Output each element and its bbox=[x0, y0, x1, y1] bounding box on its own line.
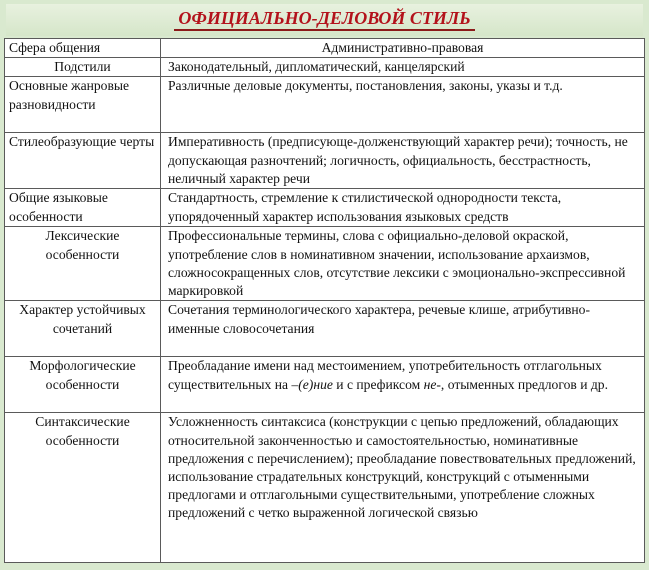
row-label: Характер устойчивых сочетаний bbox=[5, 301, 161, 357]
table-row bbox=[5, 301, 645, 357]
row-label: Подстили bbox=[5, 58, 161, 77]
table-row bbox=[5, 133, 645, 189]
table-row bbox=[5, 413, 645, 563]
morph-text-after: , отыменных предлогов и др. bbox=[440, 376, 608, 392]
style-table bbox=[4, 38, 645, 563]
morph-text-middle: и с префиксом bbox=[332, 376, 424, 392]
table-row bbox=[5, 77, 645, 133]
row-value: Законодательный, дипломатический, канцелярский bbox=[161, 58, 645, 77]
table-row bbox=[5, 227, 645, 301]
table-row bbox=[5, 58, 645, 77]
page-title: ОФИЦИАЛЬНО-ДЕЛОВОЙ СТИЛЬ bbox=[174, 8, 474, 31]
row-value: Стандартность, стремление к стилистической однородности текста, упорядоченный характер использования языковых средств bbox=[161, 189, 645, 227]
row-value: Профессиональные термины, слова с официально-деловой окраской, употребление слов в номинативном значении, использование архаизмов, сложносокращенных слов, отсутствие лексики с эмоционально-экспрессивной маркировкой bbox=[161, 227, 645, 301]
row-label: Стилеобразующие черты bbox=[5, 133, 161, 189]
morph-suffix: –(е)ние bbox=[291, 376, 333, 392]
morph-text-before: Преобладание имени над местоимением, употребительность отглагольных существительных на bbox=[168, 358, 602, 392]
row-value bbox=[161, 357, 645, 413]
row-value: Усложненность синтаксиса (конструкции с цепью предложений, обладающих относительной законченностью и самостоятельностью, номинативные предложения с перечислением); преобладание повествовательных предложений, использование страдательных конструкций, конструкций с отыменными предлогами и отглагольными существительными, употребление сложных предложений с четко выраженной логической связью bbox=[161, 413, 645, 563]
morph-prefix: не- bbox=[423, 376, 441, 392]
row-label: Синтаксические особенности bbox=[5, 413, 161, 563]
title-bar bbox=[6, 4, 643, 36]
table-row bbox=[5, 39, 645, 58]
row-value: Императивность (предписующе-долженствующий характер речи); точность, не допускающая разночтений; логичность, официальность, бесстрастность, неличный характер речи bbox=[161, 133, 645, 189]
row-label: Сфера общения bbox=[5, 39, 161, 58]
table-row bbox=[5, 357, 645, 413]
row-value: Административно-правовая bbox=[161, 39, 645, 58]
row-label: Общие языковые особенности bbox=[5, 189, 161, 227]
row-value: Различные деловые документы, постановления, законы, указы и т.д. bbox=[161, 77, 645, 133]
row-label: Основные жанровые разновидности bbox=[5, 77, 161, 133]
row-value: Сочетания терминологического характера, речевые клише, атрибутивно-именные словосочетания bbox=[161, 301, 645, 357]
row-label: Лексические особенности bbox=[5, 227, 161, 301]
row-label: Морфологические особенности bbox=[5, 357, 161, 413]
table-row bbox=[5, 189, 645, 227]
